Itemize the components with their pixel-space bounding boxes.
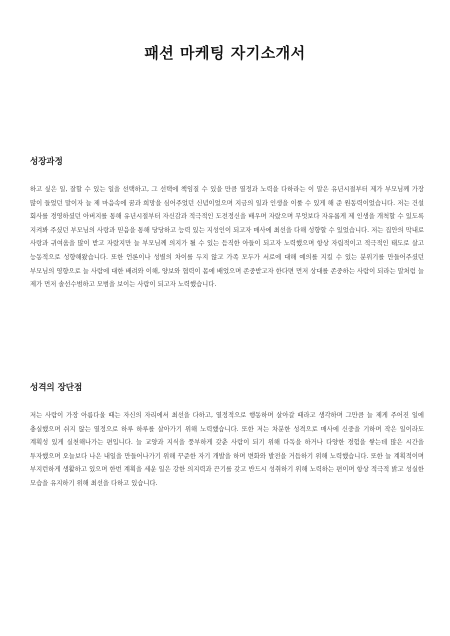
document-title: 패션 마케팅 자기소개서	[144, 44, 306, 62]
section-heading-personality: 성격의 장단점	[30, 383, 83, 393]
section-body-personality: 저는 사람이 가장 아름다울 때는 자신의 자리에서 최선을 다하고, 열정적으로 행동하며 살아갈 때라고 생각하며 그만큼 늘 제게 주어진 일에 충실했으며 쉬지 않는 열정으로 하루 하루를 살아가기 위해 노력했습니다. 또한 저는 차분한 성격으로 매사에 신중을 기하며 작은 일이라도 계획성 있게 실천해나가는 편입니다. 늘 교양과 지식을 풍부하게 갖춘 사람이 되기 위해 다독을 하거나 다양한 경험을 쌓는데 많은 시간을 투자했으며 오늘보다 나은 내일을 만들어나가기 위해 꾸준한 자기 개발을 하며 변화와 발전을 거듭하기 위해 노력했습니다. 또한 늘 계획적이며 부지런하게 생활하고 있으며 한번 계획을 세운 일은 강한 의지력과 끈기를 갖고 반드시 성취하기 위해 노력하는 편이며 항상 적극적 밝고 성실한 모습을 유지하기 위해 최선을 다하고 있습니다.	[30, 412, 424, 487]
section-body-growth: 하고 싶은 일, 잘할 수 있는 일을 선택하고, 그 선택에 책임질 수 있을 만큼 열정과 노력을 다하라는 이 말은 유년시절부터 제가 부모님께 가장 많이 들었던 말이자 늘 제 마음속에 꿈과 희망을 심어주었던 신념이었으며 지금의 일과 인생을 이룰 수 있게 해 준 원동력이었습니다. 저는 건설 회사를 경영하셨던 아버지를 통해 유년시절부터 자신감과 적극적인 도전정신을 배우며 자랐으며 무엇보다 자유롭게 제 인생을 개척할 수 있도록 지켜봐 주셨던 부모님의 사랑과 믿음을 통해 당당하고 능력 있는 지성인이 되고자 매사에 최선을 다해 성향할 수 있었습니다. 저는 집안의 막내로 사랑과 귀여움을 많이 받고 자랐지만 늘 부모님께 의지가 될 수 있는 듬직한 아들이 되고자 노력했으며 항상 자립적이고 적극적인 태도로 살고 능동적으로 성향해왔습니다. 또한 언론이나 성별의 차이를 두지 않고 가족 모두가 서로에 대해 예의를 지킬 수 있는 분위기를 만들어주셨던 부모님의 영향으로 늘 사람에 대한 배려와 이해, 양보와 협력이 몸에 배었으며 존중받고자 한다면 먼저 상대를 존중하는 사람이 되라는 말처럼 늘 제가 먼저 솔선수범하고 모범을 보이는 사람이 되고자 노력했습니다.	[30, 186, 424, 289]
section-heading-growth: 성장과정	[30, 157, 63, 167]
